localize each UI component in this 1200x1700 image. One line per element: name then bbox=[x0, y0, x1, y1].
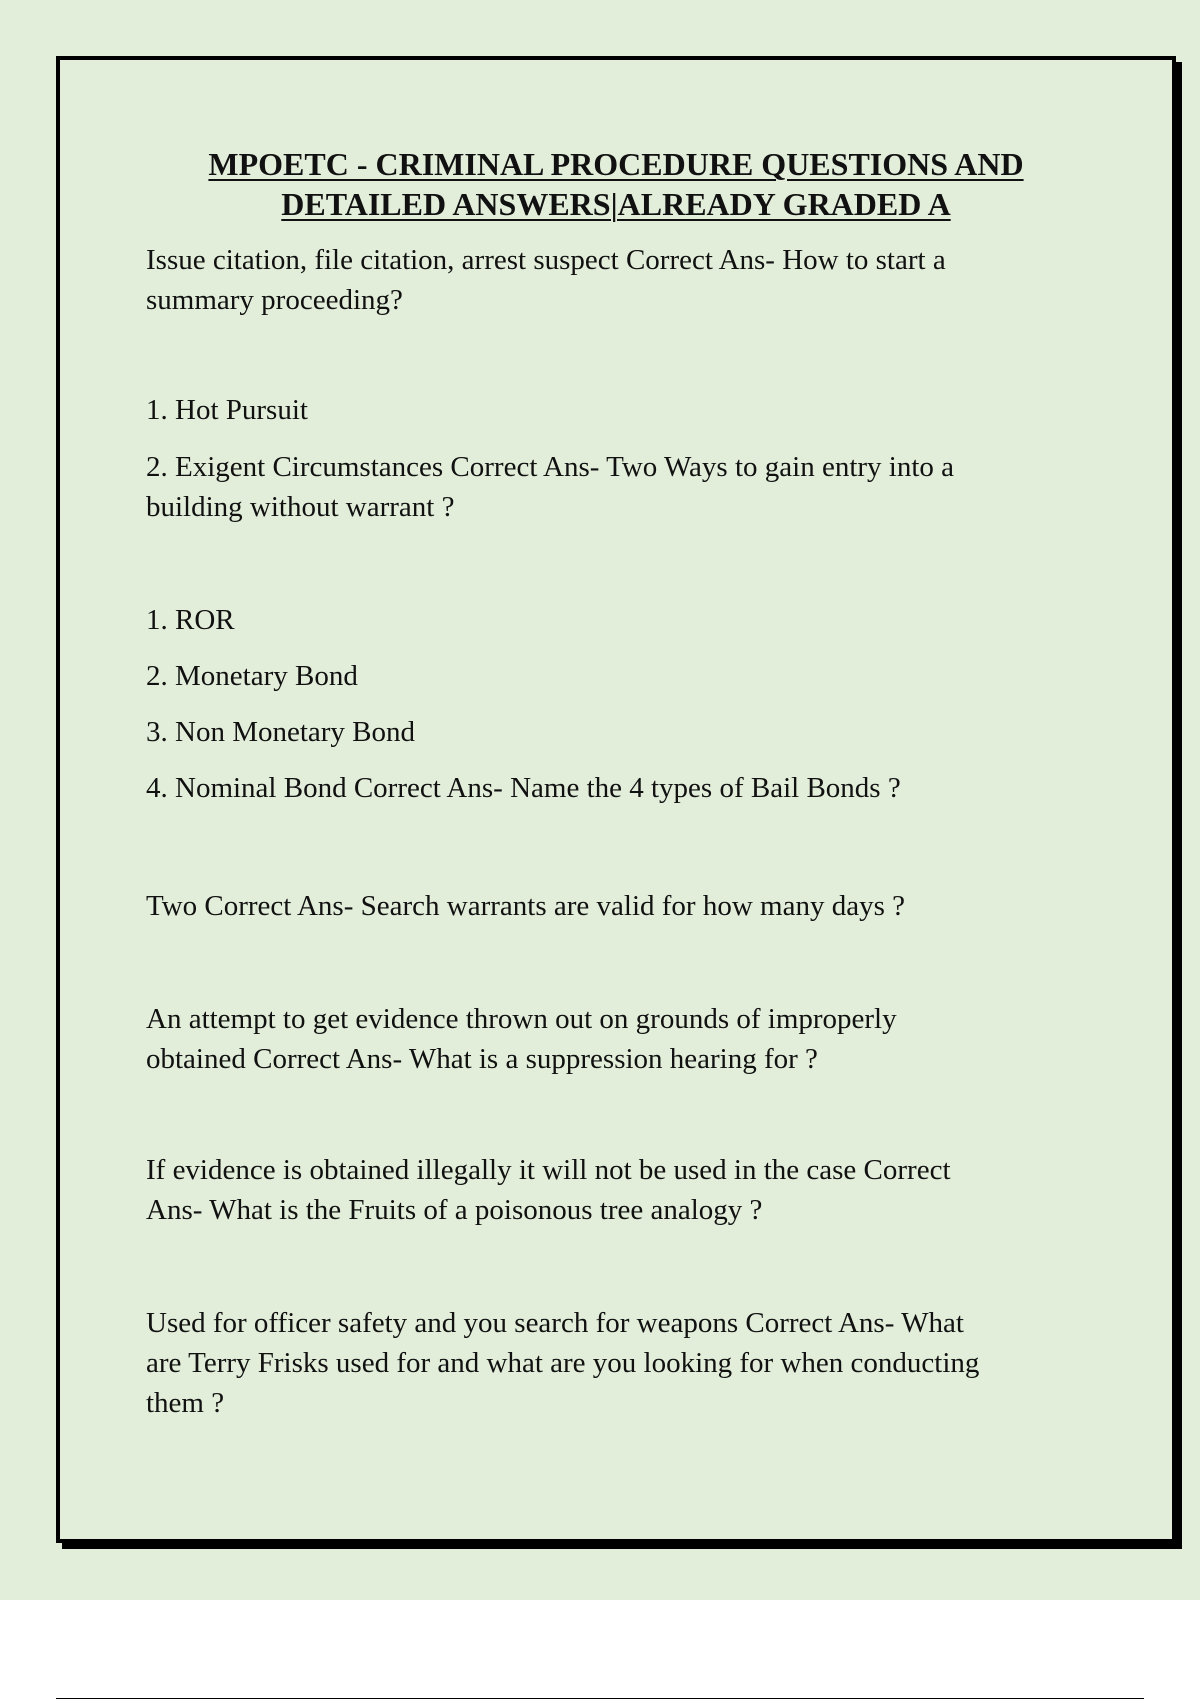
qa-block-summary-proceeding bbox=[146, 240, 1106, 320]
qa-line: obtained Correct Ans- What is a suppression hearing for ? bbox=[146, 1043, 818, 1075]
title-line-1: MPOETC - CRIMINAL PROCEDURE QUESTIONS AND bbox=[208, 146, 1024, 182]
qa-line: them ? bbox=[146, 1387, 225, 1419]
qa-list-item: 4. Nominal Bond Correct Ans- Name the 4 types of Bail Bonds ? bbox=[146, 772, 901, 804]
qa-line: Used for officer safety and you search for weapons Correct Ans- What bbox=[146, 1307, 964, 1339]
qa-line: Two Correct Ans- Search warrants are valid for how many days ? bbox=[146, 890, 905, 922]
qa-list-item: 1. ROR bbox=[146, 604, 235, 636]
qa-line: are Terry Frisks used for and what are you looking for when conducting bbox=[146, 1347, 980, 1379]
qa-line: 2. Exigent Circumstances Correct Ans- Two Ways to gain entry into a bbox=[146, 451, 955, 483]
qa-block-search-warrant-days bbox=[146, 886, 1106, 926]
qa-block-terry-frisks bbox=[146, 1303, 1106, 1423]
qa-line: summary proceeding? bbox=[146, 284, 403, 316]
qa-list-item: 2. Monetary Bond bbox=[146, 660, 358, 692]
qa-list-item: 3. Non Monetary Bond bbox=[146, 716, 416, 748]
qa-block-entry-without-warrant bbox=[146, 390, 1106, 527]
document-title bbox=[60, 144, 1172, 224]
qa-line: Ans- What is the Fruits of a poisonous tree analogy ? bbox=[146, 1194, 763, 1226]
qa-list-item: 1. Hot Pursuit bbox=[146, 394, 308, 426]
title-line-2: DETAILED ANSWERS|ALREADY GRADED A bbox=[281, 186, 951, 222]
qa-line: If evidence is obtained illegally it will not be used in the case Correct bbox=[146, 1154, 951, 1186]
qa-line: building without warrant ? bbox=[146, 491, 455, 523]
qa-line: An attempt to get evidence thrown out on grounds of improperly bbox=[146, 1003, 897, 1035]
qa-block-poisonous-tree bbox=[146, 1150, 1106, 1230]
document-frame bbox=[56, 56, 1176, 1543]
qa-block-suppression-hearing bbox=[146, 999, 1106, 1079]
footer-rule bbox=[56, 1698, 1144, 1699]
qa-block-bail-bonds bbox=[146, 600, 1106, 808]
qa-line: Issue citation, file citation, arrest suspect Correct Ans- How to start a bbox=[146, 244, 946, 276]
